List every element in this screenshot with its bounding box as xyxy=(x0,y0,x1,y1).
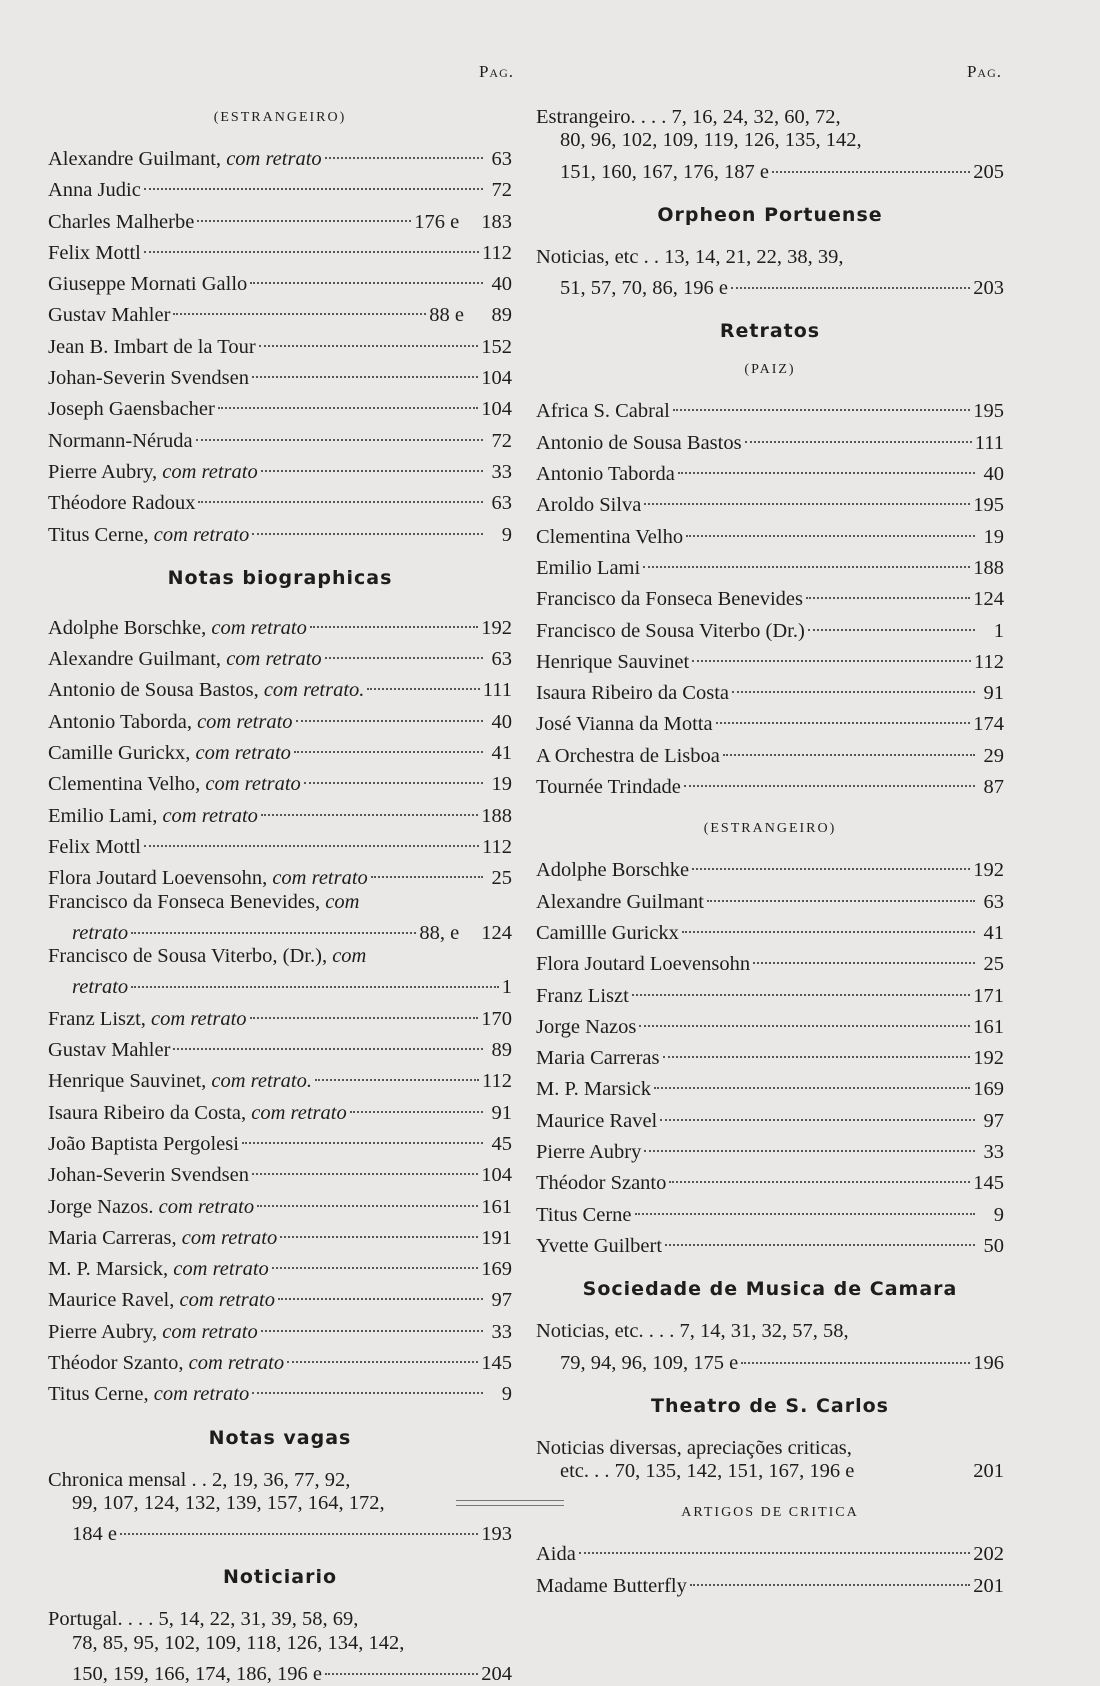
entry-page: 195 xyxy=(973,494,1004,517)
page-column-header: Pag. xyxy=(478,62,514,81)
leader-dots xyxy=(261,447,483,472)
entry-page: 112 xyxy=(482,241,512,264)
entry-page: 196 xyxy=(973,1351,1004,1374)
entry-name: Isaura Ribeiro da Costa, com retrato xyxy=(48,1101,347,1124)
entry-note: com retrato xyxy=(211,616,307,639)
leader-dots xyxy=(252,353,478,378)
entry-name: Titus Cerne xyxy=(536,1203,632,1226)
entry-page: 112 xyxy=(974,650,1004,673)
leader-dots xyxy=(218,384,478,409)
entry-note: retrato xyxy=(72,921,129,944)
entry-name: Alexandre Guilmant, com retrato xyxy=(48,648,322,671)
entry-line: 51, 57, 70, 86, 196 e xyxy=(560,277,728,300)
index-entry-theatro xyxy=(536,1437,1004,1484)
closing-rule xyxy=(456,1500,564,1506)
entry-note: retrato xyxy=(72,976,129,999)
entry-note: com retrato xyxy=(173,1258,269,1281)
entry-name: Francisco da Fonseca Benevides xyxy=(536,588,803,611)
entry-name: Franz Liszt xyxy=(536,984,629,1007)
leader-dots xyxy=(579,1529,970,1554)
entry-page: 40 xyxy=(983,463,1004,486)
entry-page: 40 xyxy=(491,273,512,296)
leader-dots xyxy=(660,1096,975,1121)
leader-dots xyxy=(665,1221,975,1246)
leader-dots xyxy=(304,759,483,784)
entry-page: 97 xyxy=(491,1289,512,1312)
sub-heading-artigos: ARTIGOS DE CRITICA xyxy=(681,1505,859,1521)
entry-note: com retrato xyxy=(162,804,258,827)
entry-note: com retrato xyxy=(195,742,291,765)
entry-note: com retrato xyxy=(158,1195,255,1218)
index-entry-estrangeiro-noticias xyxy=(536,106,1004,184)
entry-name: Théodore Radoux xyxy=(48,492,196,515)
leader-dots xyxy=(632,971,970,996)
leader-dots xyxy=(723,731,975,756)
page-column-header: Pag. xyxy=(966,62,1002,81)
entry-page: 72 xyxy=(491,179,512,202)
entry-page: 33 xyxy=(491,1320,512,1343)
entry-name: Charles Malherbe xyxy=(48,210,195,233)
entry-line: 78, 85, 95, 102, 109, 118, 126, 134, 142, xyxy=(72,1631,405,1654)
entry-name: A Orchestra de Lisboa xyxy=(536,744,720,767)
leader-dots xyxy=(315,1056,479,1081)
index-entry-orpheon xyxy=(536,246,1004,301)
entry-page: 29 xyxy=(983,744,1004,767)
entry-note: com retrato xyxy=(162,460,258,483)
leader-dots xyxy=(242,1119,483,1144)
entry-line: 79, 94, 96, 109, 175 e xyxy=(560,1351,739,1374)
leader-dots xyxy=(731,264,970,289)
leader-dots xyxy=(252,510,483,535)
index-entry xyxy=(48,859,512,890)
entry-page: 40 xyxy=(491,710,512,733)
entry-page: 195 xyxy=(973,400,1004,423)
entry-name: Flora Joutard Loevensohn xyxy=(536,953,751,976)
entry-name: Alexandre Guilmant xyxy=(536,890,704,913)
entry-note: com retrato xyxy=(153,523,250,546)
entry-page: 41 xyxy=(491,742,512,765)
leader-dots xyxy=(806,574,970,599)
entry-page: 45 xyxy=(491,1132,512,1155)
notas-bio-list xyxy=(48,609,512,891)
entry-page: 202 xyxy=(973,1543,1004,1566)
entry-page: 169 xyxy=(481,1258,512,1281)
entry-page: 188 xyxy=(481,804,512,827)
entry-name: Francisco de Sousa Viterbo (Dr.) xyxy=(536,619,805,642)
entry-page: 87 xyxy=(983,776,1004,799)
entry-name: Pierre Aubry xyxy=(536,1141,642,1164)
entry-page: 9 xyxy=(501,1383,512,1406)
leader-dots xyxy=(252,1369,483,1394)
entry-name: Camillle Gurickx xyxy=(536,921,679,944)
index-entry-sociedade xyxy=(536,1320,1004,1375)
entry-line: Chronica mensal . . 2, 19, 36, 77, 92, xyxy=(48,1468,351,1491)
entry-page: 9 xyxy=(501,523,512,546)
leader-dots xyxy=(261,1307,483,1332)
leader-dots xyxy=(173,290,426,315)
entry-page: 183 xyxy=(481,210,512,233)
leader-dots xyxy=(280,1213,478,1238)
entry-note: com xyxy=(332,945,367,968)
entry-name: Felix Mottl xyxy=(48,241,141,264)
entry-page: 111 xyxy=(482,679,512,702)
entry-page: 63 xyxy=(491,148,512,170)
leader-dots xyxy=(654,1064,970,1089)
leader-dots xyxy=(639,1002,970,1027)
entry-page: 89 xyxy=(491,304,512,327)
entry-page: 193 xyxy=(481,1523,512,1546)
leader-dots xyxy=(144,822,479,847)
artigos-list xyxy=(536,1535,1004,1598)
leader-dots xyxy=(287,1338,478,1363)
entry-name: Normann-Néruda xyxy=(48,429,193,452)
entry-name: Henrique Sauvinet, com retrato. xyxy=(48,1070,312,1093)
leader-dots xyxy=(643,543,970,568)
entry-name: Tournée Trindade xyxy=(536,776,681,799)
entry-page: 203 xyxy=(973,277,1004,300)
entry-name: Maria Carreras, com retrato xyxy=(48,1226,278,1249)
entry-name: Antonio Taborda, com retrato xyxy=(48,710,293,733)
entry-name: Titus Cerne, com retrato xyxy=(48,1383,250,1406)
leader-dots xyxy=(252,1150,478,1175)
entry-name: Maurice Ravel, com retrato xyxy=(48,1289,275,1312)
entry-line: Noticias diversas, apreciações criticas, xyxy=(536,1436,852,1459)
entry-note: com retrato xyxy=(197,710,293,733)
entry-page: 204 xyxy=(481,1663,512,1686)
entry-page: 25 xyxy=(491,867,512,890)
entry-name: Francisco da Fonseca Benevides, xyxy=(48,890,326,913)
entry-page: 91 xyxy=(491,1101,512,1124)
index-entry xyxy=(536,1567,1004,1598)
entry-page: 91 xyxy=(983,682,1004,705)
retratos-paiz-list xyxy=(536,392,1004,799)
entry-note: com retrato xyxy=(205,773,301,796)
entry-name: Flora Joutard Loevensohn, com retrato xyxy=(48,867,368,890)
leader-dots xyxy=(669,1158,970,1183)
entry-name: Francisco de Sousa Viterbo, (Dr.), xyxy=(48,945,333,968)
leader-dots xyxy=(367,665,479,690)
entry-name: Johan-Severin Svendsen xyxy=(48,367,249,390)
entry-note: com retrato xyxy=(151,1007,247,1030)
leader-dots xyxy=(690,1561,970,1586)
entry-note: com retrato xyxy=(226,648,322,671)
entry-page: 1 xyxy=(993,619,1004,642)
entry-page: 33 xyxy=(491,460,512,483)
leader-dots xyxy=(808,606,975,631)
entry-page: 97 xyxy=(983,1109,1004,1132)
entry-page: 25 xyxy=(983,953,1004,976)
entry-page: 145 xyxy=(481,1351,512,1374)
entry-page: 171 xyxy=(973,984,1004,1007)
leader-dots xyxy=(259,322,479,347)
leader-dots xyxy=(272,1244,478,1269)
entry-page: 152 xyxy=(481,335,512,358)
entry-page: 9 xyxy=(993,1203,1004,1226)
entry-name: Africa S. Cabral xyxy=(536,400,670,423)
entry-note: com retrato. xyxy=(263,679,365,702)
entry-page: 170 xyxy=(481,1007,512,1030)
section-heading-notas-biographicas: Notas biographicas xyxy=(167,566,393,589)
entry-page: 192 xyxy=(481,616,512,639)
entry-name: Antonio Taborda xyxy=(536,463,675,486)
leader-dots xyxy=(772,148,970,173)
leader-dots xyxy=(173,1025,483,1050)
entry-note: com retrato xyxy=(188,1351,285,1374)
index-entry xyxy=(536,768,1004,799)
entry-page: 201 xyxy=(973,1460,1004,1483)
entry-page: 111 xyxy=(974,431,1004,454)
leader-dots xyxy=(325,1650,478,1675)
index-entry xyxy=(48,1375,512,1406)
entry-line: 80, 96, 102, 109, 119, 126, 135, 142, xyxy=(560,129,862,152)
leader-dots xyxy=(261,791,478,816)
entry-name: José Vianna da Motta xyxy=(536,713,713,736)
entry-name: Johan-Severin Svendsen xyxy=(48,1164,249,1187)
notas-bio-list-2 xyxy=(48,1000,512,1407)
entry-line: Noticias, etc. . . . 7, 14, 31, 32, 57, 58, xyxy=(536,1320,849,1343)
leader-dots xyxy=(198,478,483,503)
entry-extra-page: 88, e xyxy=(419,921,460,944)
entry-line: 150, 159, 166, 174, 186, 196 e xyxy=(72,1663,322,1686)
entry-name: Jean B. Imbart de la Tour xyxy=(48,335,256,358)
entry-name: Clementina Velho, com retrato xyxy=(48,773,301,796)
entry-name: Yvette Guilbert xyxy=(536,1234,663,1257)
leader-dots xyxy=(325,134,483,159)
entry-name: João Baptista Pergolesi xyxy=(48,1132,239,1155)
entry-name: Gustav Mahler xyxy=(48,304,171,327)
entry-name: Aroldo Silva xyxy=(536,494,642,517)
entry-page: 104 xyxy=(481,367,512,390)
entry-note: com retrato xyxy=(226,148,322,170)
leader-dots xyxy=(250,994,479,1019)
entry-name: Théodor Szanto, com retrato xyxy=(48,1351,285,1374)
leader-dots xyxy=(196,416,483,441)
entry-name: Anna Judic xyxy=(48,179,141,202)
index-entry xyxy=(536,1227,1004,1258)
entry-name: Théodor Szanto xyxy=(536,1172,667,1195)
entry-page: 124 xyxy=(481,921,512,944)
entry-page: 63 xyxy=(491,492,512,515)
entry-note: com retrato xyxy=(179,1289,275,1312)
entry-note: com retrato xyxy=(162,1320,258,1343)
entry-name: Isaura Ribeiro da Costa xyxy=(536,682,729,705)
entry-name: M. P. Marsick xyxy=(536,1078,652,1101)
index-entry-portugal xyxy=(48,1608,512,1686)
entry-name: Felix Mottl xyxy=(48,835,141,858)
entry-name: Emilio Lami, com retrato xyxy=(48,804,258,827)
entry-page: 50 xyxy=(983,1234,1004,1257)
leader-dots xyxy=(692,637,971,662)
entry-name: Aida xyxy=(536,1543,576,1566)
entry-page: 112 xyxy=(482,1070,512,1093)
leader-dots xyxy=(741,1339,970,1364)
entry-page: 19 xyxy=(491,773,512,796)
entry-page: 201 xyxy=(973,1574,1004,1597)
index-entry-benevides xyxy=(48,891,512,946)
entry-page: 161 xyxy=(481,1195,512,1218)
entry-page: 124 xyxy=(973,588,1004,611)
leader-dots xyxy=(131,963,499,988)
leader-dots xyxy=(257,1182,478,1207)
sub-heading-paiz: (PAIZ) xyxy=(744,362,796,378)
entry-page: 33 xyxy=(983,1141,1004,1164)
leader-dots xyxy=(635,1190,976,1215)
entry-name: Joseph Gaensbacher xyxy=(48,398,215,421)
entry-page: 174 xyxy=(973,713,1004,736)
entry-name: Giuseppe Mornati Gallo xyxy=(48,273,248,296)
entry-name: M. P. Marsick, com retrato xyxy=(48,1258,269,1281)
entry-name: Madame Butterfly xyxy=(536,1574,687,1597)
entry-page: 104 xyxy=(481,398,512,421)
leader-dots xyxy=(732,668,975,693)
entry-page: 104 xyxy=(481,1164,512,1187)
entry-page: 112 xyxy=(482,835,512,858)
leader-dots xyxy=(144,228,479,253)
entry-name: Franz Liszt, com retrato xyxy=(48,1007,247,1030)
entry-name: Jorge Nazos. com retrato xyxy=(48,1195,255,1218)
leader-dots xyxy=(753,939,975,964)
section-heading-noticiario: Noticiario xyxy=(222,1566,338,1589)
entry-line: Estrangeiro. . . . 7, 16, 24, 32, 60, 72, xyxy=(536,106,841,128)
leader-dots xyxy=(663,1033,971,1058)
leader-dots xyxy=(684,762,975,787)
section-heading-notas-vagas: Notas vagas xyxy=(208,1426,352,1449)
retratos-estrangeiro-list xyxy=(536,851,1004,1258)
entry-note: com retrato. xyxy=(211,1070,312,1093)
leader-dots xyxy=(716,699,971,724)
index-entry xyxy=(48,516,512,547)
sub-heading-estrangeiro: (ESTRANGEIRO) xyxy=(703,821,837,837)
index-entry-viterbo xyxy=(48,945,512,1000)
entry-page: 63 xyxy=(491,648,512,671)
entry-extra-page: 88 e xyxy=(429,304,464,327)
section-heading-sociedade: Sociedade de Musica de Camara xyxy=(582,1278,958,1301)
entry-name: Pierre Aubry, com retrato xyxy=(48,460,258,483)
leader-dots xyxy=(144,165,483,190)
leader-dots xyxy=(673,386,970,411)
section-heading-theatro: Theatro de S. Carlos xyxy=(651,1394,889,1417)
entry-name: Alexandre Guilmant, com retrato xyxy=(48,148,322,170)
entry-page: 205 xyxy=(973,160,1004,183)
entry-note: com retrato xyxy=(181,1226,278,1249)
entry-page: 89 xyxy=(491,1039,512,1062)
leader-dots xyxy=(644,1127,975,1152)
entry-page: 192 xyxy=(973,1047,1004,1070)
section-heading-retratos: Retratos xyxy=(719,320,821,343)
entry-note: com xyxy=(325,890,360,913)
entry-page: 19 xyxy=(983,525,1004,548)
entry-page: 191 xyxy=(481,1226,512,1249)
entry-page: 188 xyxy=(973,556,1004,579)
entry-page: 161 xyxy=(973,1015,1004,1038)
entry-name: Henrique Sauvinet xyxy=(536,650,690,673)
entry-name: Emilio Lami xyxy=(536,556,641,579)
leader-dots xyxy=(294,728,483,753)
entry-name: Maurice Ravel xyxy=(536,1109,658,1132)
leader-dots xyxy=(197,197,411,222)
entry-name: Clementina Velho xyxy=(536,525,684,548)
leader-dots xyxy=(310,603,478,628)
entry-extra-page: 176 e xyxy=(414,210,460,233)
entry-page: 63 xyxy=(983,890,1004,913)
entry-name: Antonio de Sousa Bastos xyxy=(536,431,742,454)
entry-name: Antonio de Sousa Bastos, com retrato. xyxy=(48,679,365,702)
entry-note: com retrato xyxy=(251,1101,347,1124)
entry-name: Pierre Aubry, com retrato xyxy=(48,1320,258,1343)
leader-dots xyxy=(250,259,483,284)
entry-line: 151, 160, 167, 176, 187 e xyxy=(560,160,769,183)
entry-line: Portugal. . . . 5, 14, 22, 31, 39, 58, 69, xyxy=(48,1608,359,1631)
entry-page: 41 xyxy=(983,921,1004,944)
leader-dots xyxy=(131,909,416,934)
leader-dots xyxy=(745,418,972,443)
entry-page: 1 xyxy=(501,976,512,999)
entry-note: com retrato xyxy=(153,1383,250,1406)
entry-name: Jorge Nazos xyxy=(536,1015,637,1038)
entry-name: Adolphe Borschke, com retrato xyxy=(48,616,307,639)
entry-page: 192 xyxy=(973,859,1004,882)
entry-page: 169 xyxy=(973,1078,1004,1101)
leader-dots xyxy=(325,634,483,659)
leader-dots xyxy=(644,480,970,505)
estrangeiro-list xyxy=(48,140,512,547)
leader-dots xyxy=(682,908,975,933)
entry-name: Maria Carreras xyxy=(536,1047,660,1070)
entry-line: 184 e xyxy=(72,1523,117,1546)
entry-name: Adolphe Borschke xyxy=(536,859,690,882)
sub-heading-estrangeiro: (ESTRANGEIRO) xyxy=(213,110,347,125)
entry-page: 145 xyxy=(973,1172,1004,1195)
entry-name: Titus Cerne, com retrato xyxy=(48,523,250,546)
leader-dots xyxy=(278,1275,483,1300)
leader-dots xyxy=(707,877,975,902)
entry-name: Gustav Mahler xyxy=(48,1039,171,1062)
entry-line: Noticias, etc . . 13, 14, 21, 22, 38, 39, xyxy=(536,245,844,268)
leader-dots xyxy=(296,697,483,722)
leader-dots xyxy=(371,853,483,878)
leader-dots xyxy=(692,845,970,870)
entry-note: com retrato xyxy=(272,867,368,890)
entry-line: etc. . . 70, 135, 142, 151, 167, 196 e xyxy=(560,1460,855,1483)
leader-dots xyxy=(120,1510,478,1535)
entry-line: 99, 107, 124, 132, 139, 157, 164, 172, xyxy=(72,1491,385,1514)
index-entry-chronica xyxy=(48,1469,512,1547)
entry-name: Camille Gurickx, com retrato xyxy=(48,742,291,765)
leader-dots xyxy=(678,449,975,474)
entry-page: 72 xyxy=(491,429,512,452)
leader-dots xyxy=(686,512,975,537)
section-heading-orpheon: Orpheon Portuense xyxy=(657,203,883,226)
leader-dots xyxy=(350,1088,483,1113)
